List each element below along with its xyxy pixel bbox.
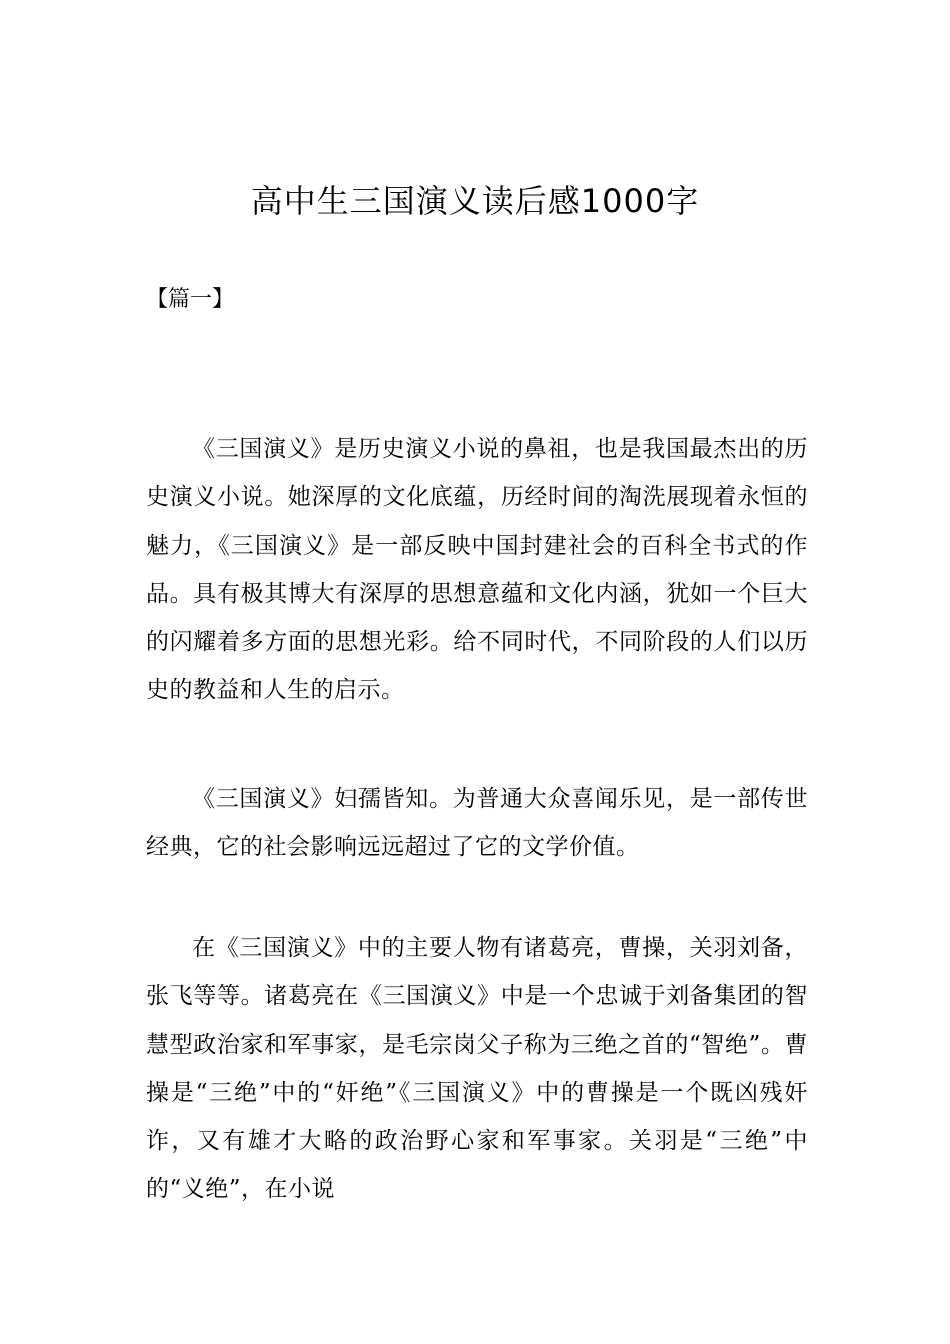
section-label: 【篇一】	[146, 287, 235, 312]
paragraph: 在《三国演义》中的主要人物有诸葛亮，曹操，关羽刘备，张飞等等。诸葛亮在《三国演义》中是一个忠诚于刘备集团的智慧型政治家和军事家，是毛宗岗父子称为三绝之首的“智绝”。曹操是“三绝”中的“奸绝”《三国演义》中的曹操是一个既凶残奸诈，又有雄才大略的政治野心家和军事家。关羽是“三绝”中的“义绝”，在小说	[146, 935, 808, 1203]
paragraph: 《三国演义》妇孺皆知。为普通大众喜闻乐见，是一部传世经典，它的社会影响远远超过了它的文学价值。	[146, 786, 808, 861]
document-title: 高中生三国演义读后感1000字	[250, 182, 700, 220]
paragraph: 《三国演义》是历史演义小说的鼻祖，也是我国最杰出的历史演义小说。她深厚的文化底蕴，历经时间的淘洗展现着永恒的魅力，《三国演义》是一部反映中国封建社会的百科全书式的作品。具有极其博大有深厚的思想意蕴和文化内涵，犹如一个巨大的闪耀着多方面的思想光彩。给不同时代，不同阶段的人们以历史的教益和人生的启示。	[146, 436, 808, 704]
